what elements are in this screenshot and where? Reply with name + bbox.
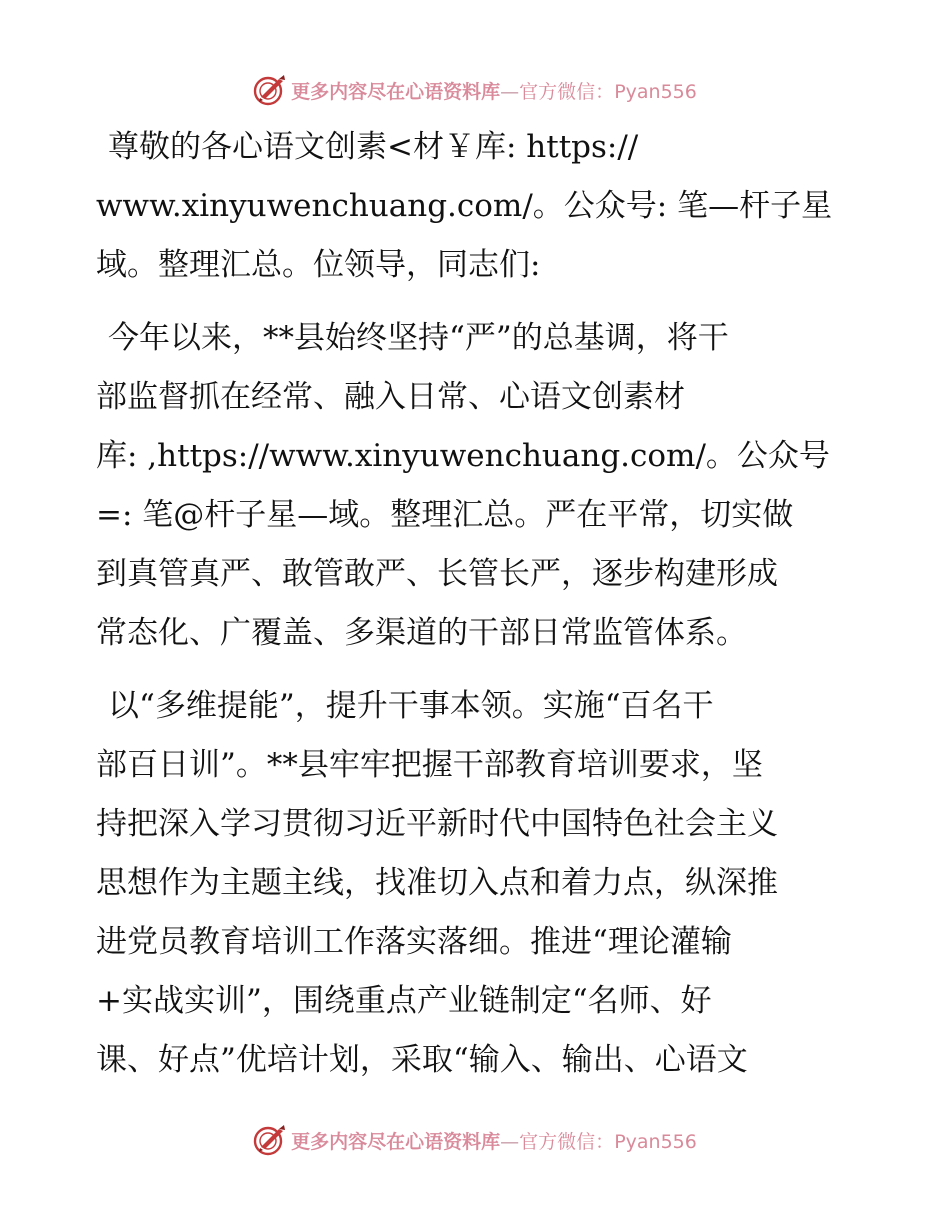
text-line: 以“多维提能”，提升干事本领。实施“百名干 (108, 688, 714, 724)
text-line: 库: ,https://www.xinyuwenchuang.com/。公众号 (96, 438, 830, 474)
text-line: www.xinyuwenchuang.com/。公众号: 笔—杆子星 (96, 188, 833, 224)
banner-wechat-label: 官方微信： (519, 80, 615, 103)
text-line: 持把深入学习贯彻习近平新时代中国特色社会主义 (96, 806, 778, 842)
text-line: 常态化、广覆盖、多渠道的干部日常监管体系。 (96, 615, 747, 651)
paragraph-greeting (96, 118, 856, 295)
text-line: +实战实训”，围绕重点产业链制定“名师、好 (96, 983, 712, 1019)
text-line: 部百日训”。**县牢牢把握干部教育培训要求，坚 (96, 747, 763, 783)
paragraph-intro (96, 309, 856, 663)
text-line: 思想作为主题主线，找准切入点和着力点，纵深推 (96, 865, 778, 901)
banner-text: 更多内容尽在心语资料库 (291, 1130, 501, 1153)
text-line: 课、好点”优培计划，采取“输入、输出、心语文 (96, 1042, 748, 1078)
footer-banner (0, 1120, 950, 1160)
text-line: 今年以来，**县始终坚持“严”的总基调，将干 (108, 320, 729, 356)
document-body (96, 118, 856, 1104)
text-line: 域。整理汇总。位领导，同志们: (96, 247, 541, 283)
banner-dash: — (500, 1130, 520, 1153)
pen-logo-icon (253, 1123, 287, 1157)
banner-wechat-id: Pyan556 (614, 1130, 697, 1153)
text-line: 到真管真严、敢管敢严、长管长严，逐步构建形成 (96, 556, 778, 592)
header-banner (0, 70, 950, 110)
banner-wechat-id: Pyan556 (614, 80, 697, 103)
text-line: 尊敬的各心语文创素<材￥库: https:// (108, 129, 639, 165)
paragraph-training (96, 677, 856, 1090)
text-line: 部监督抓在经常、融入日常、心语文创素材 (96, 379, 685, 415)
pen-logo-icon (253, 73, 287, 107)
banner-wechat-label: 官方微信： (519, 1130, 615, 1153)
banner-text: 更多内容尽在心语资料库 (291, 80, 501, 103)
text-line: 进党员教育培训工作落实落细。推进“理论灌输 (96, 924, 732, 960)
banner-dash: — (500, 80, 520, 103)
text-line: =: 笔@杆子星—域。整理汇总。严在平常，切实做 (96, 497, 794, 533)
